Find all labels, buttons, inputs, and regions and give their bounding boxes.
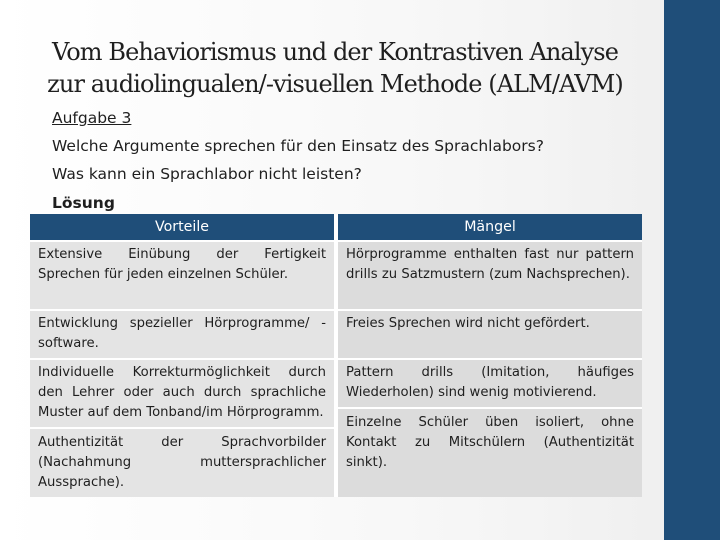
cell-vorteil-3 [30,359,336,497]
cell-vorteil-2: Entwicklung spezieller Hörprogramme/ -software. [30,310,336,359]
comparison-table [30,214,642,497]
table-row [30,310,642,359]
cell-vorteil-1: Extensive Einübung der Fertigkeit Sprechen für jeden einzelnen Schüler. [30,241,336,310]
cell-divider [338,407,642,409]
task-heading: Aufgabe 3 [52,109,132,127]
cell-mangel-2: Freies Sprechen wird nicht gefördert. [336,310,642,359]
cell-mangel-1: Hörprogramme enthalten fast nur pattern drills zu Satzmustern (zum Nachsprechen). [336,241,642,310]
header-vorteile: Vorteile [30,214,336,241]
title-line-1: Vom Behaviorismus und der Kontrastiven Analyse [51,38,618,66]
table-header-row [30,214,642,241]
slide-title [20,36,650,100]
solution-heading: Lösung [52,194,115,212]
table-row [30,359,642,497]
vorteil-3a: Individuelle Korrekturmöglichkeit durch den Lehrer oder auch durch sprachliche Muster auf dem Tonband/im Hörprogramm. [38,365,326,420]
vorteil-3b: Authentizität der Sprachvorbilder (Nachahmung muttersprachlicher Aussprache). [38,435,326,490]
accent-sidebar [664,0,720,540]
mangel-3b: Einzelne Schüler üben isoliert, ohne Kontakt zu Mitschülern (Authentizität sinkt). [346,415,634,470]
cell-divider [30,427,334,429]
title-line-2: zur audiolingualen/-visuellen Methode (ALM/AVM) [47,70,623,98]
question-1: Welche Argumente sprechen für den Einsatz des Sprachlabors? [52,137,544,155]
question-2: Was kann ein Sprachlabor nicht leisten? [52,165,362,183]
cell-mangel-3 [336,359,642,497]
mangel-3a: Pattern drills (Imitation, häufiges Wiederholen) sind wenig motivierend. [346,365,634,400]
table-row [30,241,642,310]
header-maengel: Mängel [336,214,642,241]
